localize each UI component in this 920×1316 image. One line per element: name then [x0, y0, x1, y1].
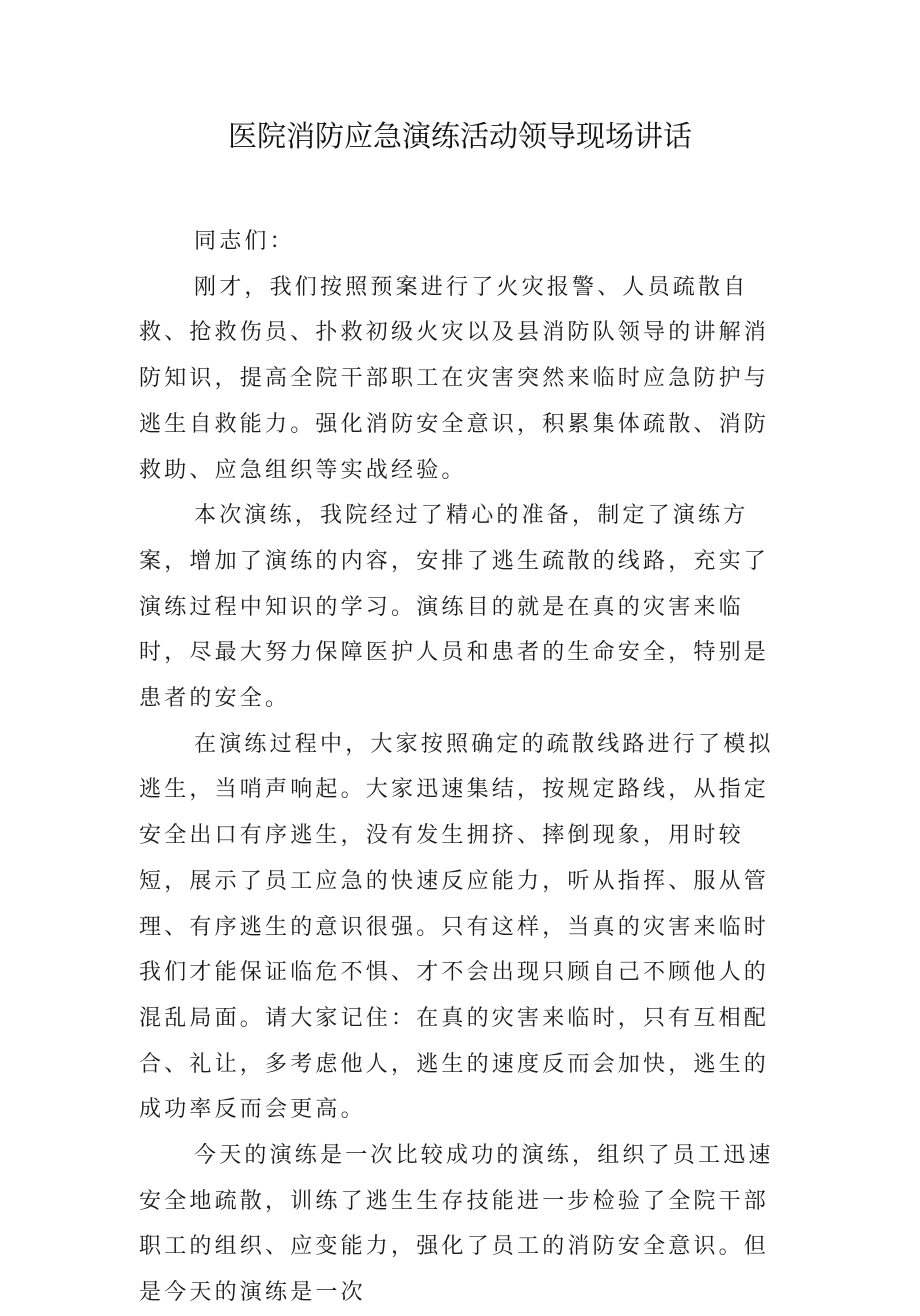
salutation: 同志们： [194, 229, 295, 254]
paragraph: 在演练过程中，大家按照确定的疏散线路进行了模拟逃生，当哨声响起。大家迅速集结，按规定路线，从指定安全出口有序逃生，没有发生拥挤、摔倒现象，用时较短，展示了员工应急的快速反应能力，听从指挥、服从管理、有序逃生的意识很强。只有这样，当真的灾害来临时我们才能保证临危不惧、才不会出现只顾自己不顾他人的混乱局面。请大家记住：在真的灾害来临时，只有互相配合、礼让，多考虑他人，逃生的速度反而会加快，逃生的成功率反而会更高。 [139, 731, 774, 1123]
document-title: 医院消防应急演练活动领导现场讲话 [227, 119, 692, 153]
document-body [139, 219, 789, 1316]
paragraph: 今天的演练是一次比较成功的演练，组织了员工迅速安全地疏散，训练了逃生生存技能进一步检验了全院干部职工的组织、应变能力，强化了员工的消防安全意识。但是今天的演练是一次 [139, 1143, 774, 1306]
paragraph: 本次演练，我院经过了精心的准备，制定了演练方案，增加了演练的内容，安排了逃生疏散的线路，充实了演练过程中知识的学习。演练目的就是在真的灾害来临时，尽最大努力保障医护人员和患者的生命安全，特别是患者的安全。 [139, 503, 770, 712]
paragraph: 刚才，我们按照预案进行了火灾报警、人员疏散自救、抢救伤员、扑救初级火灾以及县消防队领导的讲解消防知识，提高全院干部职工在灾害突然来临时应急防护与逃生自救能力。强化消防安全意识，积累集体疏散、消防救助、应急组织等实战经验。 [139, 274, 770, 483]
